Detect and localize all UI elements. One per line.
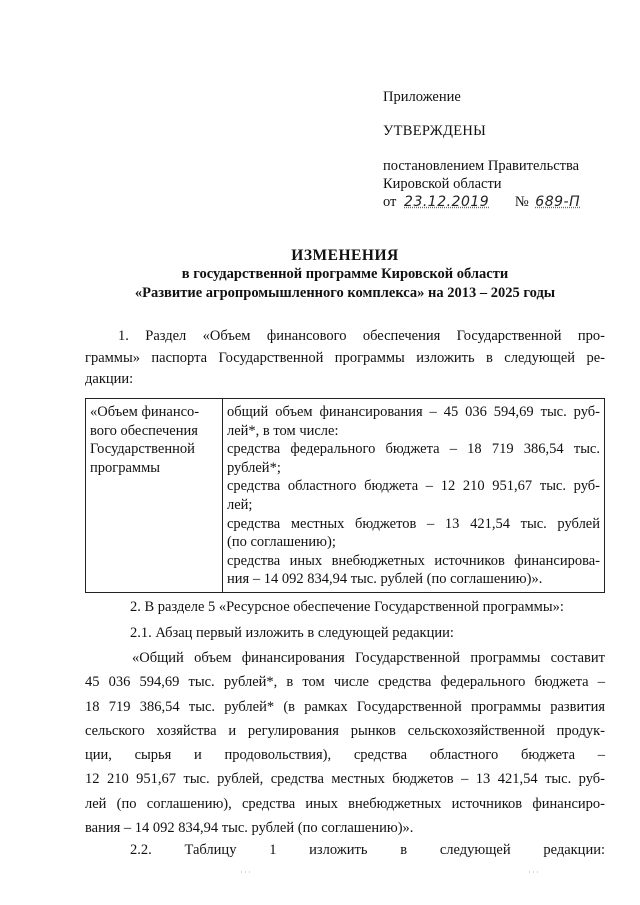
item-2-2-word: изложить bbox=[309, 842, 368, 858]
item-2-2-word: 1 bbox=[269, 842, 277, 858]
quote-line: 12 210 951,67 тыс. рублей, средства местных бюджетов – 13 421,54 тыс. руб- bbox=[85, 771, 605, 788]
financing-table bbox=[85, 398, 605, 593]
decree-date-number bbox=[383, 193, 580, 211]
item-1-line: дакции: bbox=[85, 371, 134, 387]
handwritten-date: 23.12.2019 bbox=[404, 194, 490, 210]
cell-line: средства областного бюджета – 12 210 951,67 тыс. руб- bbox=[227, 478, 600, 495]
cell-line: (по соглашению); bbox=[227, 534, 336, 551]
decree-line-1: постановлением Правительства bbox=[383, 158, 580, 174]
quote-line: лей (по соглашению), средства иных внебюджетных источников финансиро- bbox=[85, 795, 605, 812]
cell-line: средства местных бюджетов – 13 421,54 тыс. рублей bbox=[227, 515, 600, 532]
item-2-2 bbox=[130, 840, 605, 862]
decree-line-2: Кировской области bbox=[383, 176, 502, 192]
item-2-2-word: редакции: bbox=[543, 842, 605, 858]
item-1-paragraph bbox=[85, 326, 605, 391]
item-2-text: 2. В разделе 5 «Ресурсное обеспечение Государственной программы»: bbox=[130, 599, 564, 615]
item-2-1 bbox=[130, 623, 610, 645]
cell-line: Государственной bbox=[90, 441, 195, 458]
cell-line: общий объем финансирования – 45 036 594,69 тыс. руб- bbox=[227, 404, 600, 420]
cell-line: программы bbox=[90, 459, 160, 476]
approved-label: УТВЕРЖДЕНЫ bbox=[383, 123, 487, 139]
table-row bbox=[86, 399, 605, 593]
cell-line: лей; bbox=[227, 496, 253, 513]
cell-line: лей*, в том числе: bbox=[227, 422, 339, 439]
title-line-2: в государственной программе Кировской области bbox=[181, 266, 509, 282]
item-2-2-word: в bbox=[400, 842, 408, 858]
date-prefix: от bbox=[383, 194, 397, 210]
quote-line: 45 036 594,69 тыс. рублей*, в том числе средства федерального бюджета – bbox=[85, 674, 605, 691]
item-1-line: граммы» паспорта Государственной программы изложить в следующей ре- bbox=[85, 349, 605, 366]
cell-line: ния – 14 092 834,94 тыс. рублей (по соглашению)». bbox=[227, 571, 543, 588]
item-2-2-word: следующей bbox=[439, 842, 511, 858]
item-1-line: 1. Раздел «Объем финансового обеспечения Государственной про- bbox=[118, 328, 605, 344]
item-2-2-word: Таблицу bbox=[184, 842, 237, 858]
title-main: ИЗМЕНЕНИЯ bbox=[291, 247, 399, 264]
scan-artifact: ˙˙˙ bbox=[528, 870, 540, 880]
quote-line: «Общий объем финансирования Государственной программы составит bbox=[132, 650, 605, 666]
handwritten-number: 689-П bbox=[535, 194, 581, 210]
document-title bbox=[60, 246, 630, 303]
cell-line: средства иных внебюджетных источников финансирова- bbox=[227, 552, 600, 569]
quote-line: сельского хозяйства и регулирования рынков сельскохозяйственной продук- bbox=[85, 722, 605, 739]
table-cell-value bbox=[223, 399, 605, 593]
title-line-3: «Развитие агропромышленного комплекса» на 2013 – 2025 годы bbox=[134, 285, 556, 301]
item-2 bbox=[130, 597, 610, 619]
quoted-paragraph bbox=[85, 646, 605, 840]
scan-artifact: ˙˙˙ bbox=[240, 870, 252, 880]
cell-line: вого обеспечения bbox=[90, 422, 198, 439]
item-2-1-text: 2.1. Абзац первый изложить в следующей редакции: bbox=[130, 625, 454, 641]
cell-line: средства федерального бюджета – 18 719 386,54 тыс. bbox=[227, 441, 600, 458]
quote-line: вания – 14 092 834,94 тыс. рублей (по соглашению)». bbox=[85, 820, 414, 837]
item-2-2-number: 2.2. bbox=[130, 842, 152, 858]
table-cell-label bbox=[86, 399, 223, 593]
quote-line: ции, сырья и продовольствия), средства областного бюджета – bbox=[85, 747, 605, 764]
quote-line: 18 719 386,54 тыс. рублей* (в рамках Государственной программы развития bbox=[85, 698, 605, 715]
number-prefix: № bbox=[514, 194, 529, 210]
cell-line: рублей*; bbox=[227, 459, 281, 476]
appendix-label: Приложение bbox=[383, 89, 461, 105]
cell-line: «Объем финансо- bbox=[90, 404, 200, 420]
